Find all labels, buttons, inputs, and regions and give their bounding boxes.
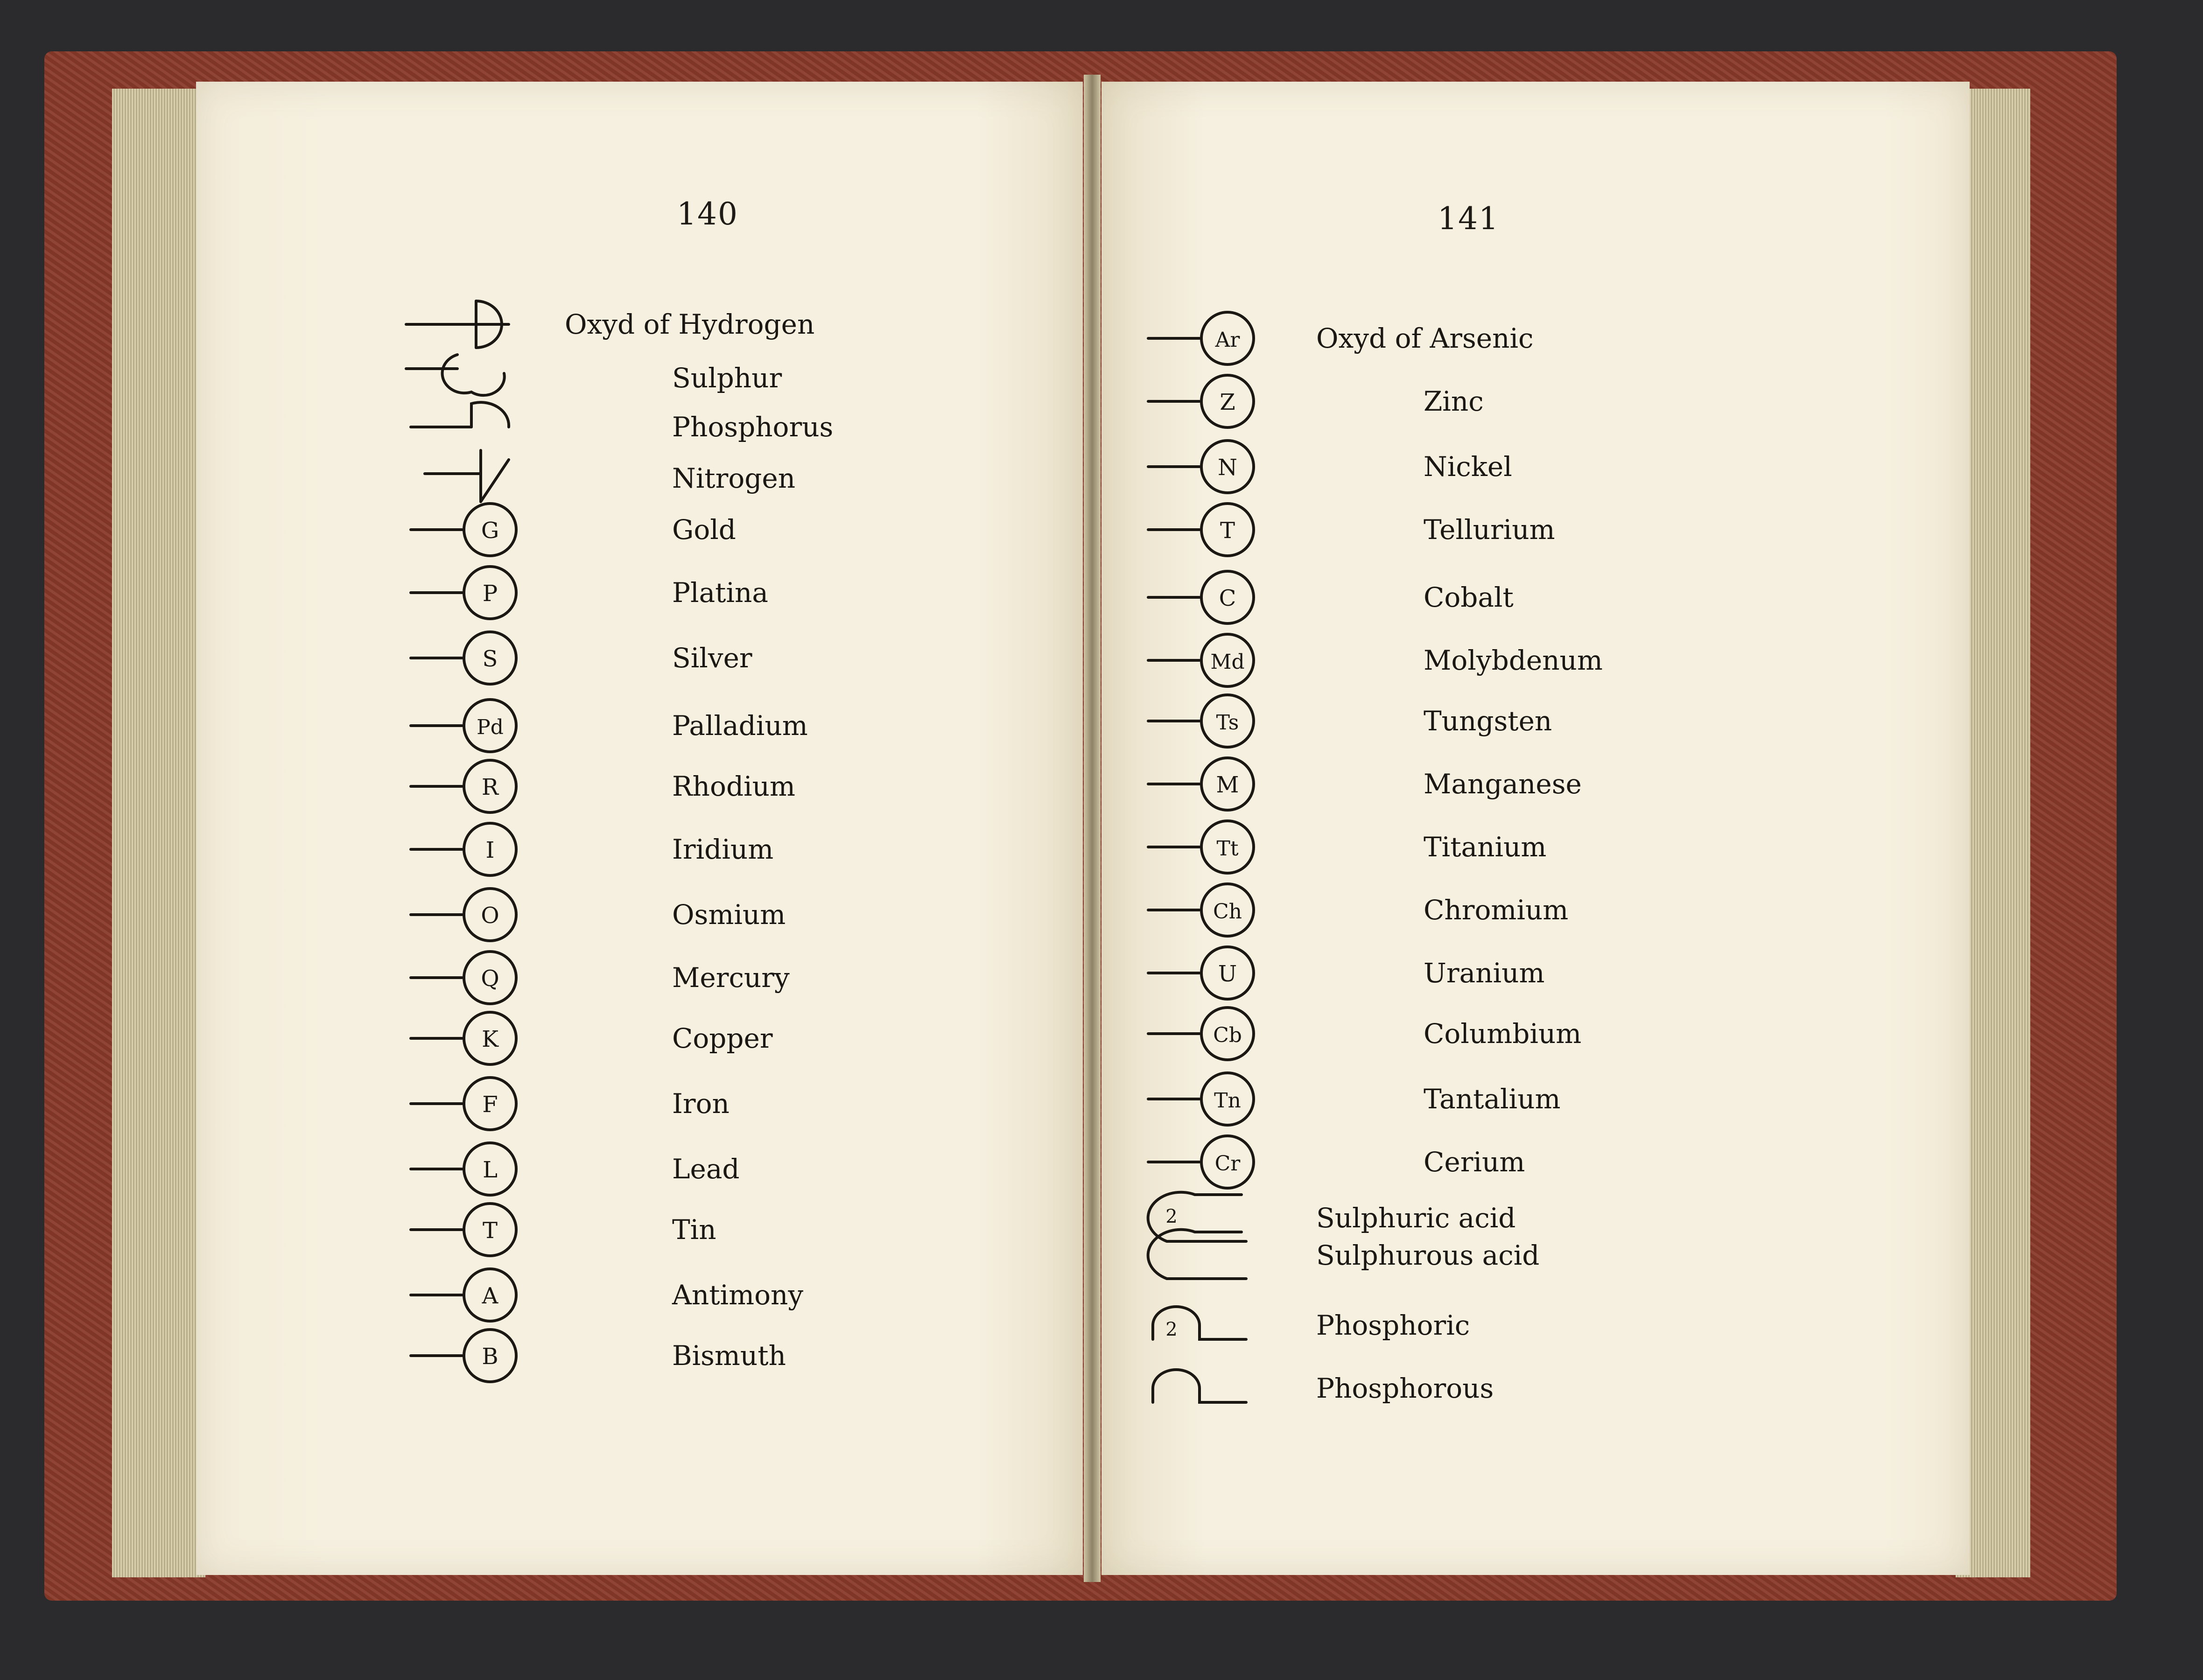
symbol-entry	[196, 502, 1083, 558]
element-name: Manganese	[1424, 768, 1582, 800]
element-name: Sulphuric acid	[1316, 1202, 1516, 1234]
element-name: Tin	[672, 1214, 716, 1246]
page-number-right: 141	[1438, 201, 1499, 237]
chemical-symbol-icon	[406, 350, 593, 406]
symbol-entry	[196, 821, 1083, 877]
symbol-letter: S	[482, 646, 498, 672]
chemical-symbol-icon	[406, 1076, 593, 1132]
symbol-entry	[1102, 945, 1970, 1001]
symbol-entry	[1102, 1360, 1970, 1416]
chemical-symbol-icon	[1144, 1006, 1330, 1062]
element-name: Columbium	[1424, 1018, 1582, 1050]
symbol-entry	[196, 950, 1083, 1006]
page-number-left: 140	[677, 196, 738, 232]
symbol-letter: Pd	[477, 715, 504, 739]
symbol-entry	[1102, 439, 1970, 495]
element-name: Oxyd of Arsenic	[1316, 322, 1534, 354]
chemical-symbol-icon	[1144, 373, 1330, 429]
symbol-entry	[196, 1076, 1083, 1132]
chemical-symbol-icon	[406, 502, 593, 558]
element-name: Tellurium	[1424, 514, 1555, 546]
element-name: Iridium	[672, 833, 774, 865]
chemical-symbol-icon	[1144, 1360, 1330, 1416]
element-name: Tantalium	[1424, 1083, 1561, 1115]
symbol-letter: O	[481, 903, 499, 929]
symbol-entry	[196, 1141, 1083, 1197]
element-name: Mercury	[672, 962, 790, 994]
element-name: Copper	[672, 1022, 773, 1054]
element-name: Zinc	[1424, 385, 1484, 417]
symbol-entry	[1102, 819, 1970, 875]
symbol-entry	[1102, 1227, 1970, 1283]
chemical-symbol-icon	[1144, 569, 1330, 625]
symbol-entry	[1102, 756, 1970, 812]
symbol-entry	[1102, 373, 1970, 429]
symbol-letter: I	[485, 837, 495, 863]
symbol-letter: Ts	[1216, 711, 1239, 735]
chemical-symbol-icon	[1144, 756, 1330, 812]
symbol-letter: K	[482, 1026, 498, 1052]
symbol-letter: L	[483, 1157, 498, 1183]
element-name: Sulphurous acid	[1316, 1239, 1540, 1271]
element-name: Rhodium	[672, 770, 795, 802]
symbol-entry	[196, 1267, 1083, 1323]
symbol-entry	[196, 1328, 1083, 1384]
element-name: Sulphur	[672, 362, 782, 394]
symbol-letter: T	[482, 1218, 498, 1244]
symbol-letter: A	[482, 1283, 498, 1309]
element-name: Nickel	[1424, 451, 1512, 483]
chemical-symbol-icon	[406, 630, 593, 686]
symbol-entry	[1102, 569, 1970, 625]
symbol-entry	[196, 698, 1083, 754]
symbol-entry	[196, 450, 1083, 506]
book-gutter	[1084, 75, 1101, 1582]
symbol-entry	[1102, 632, 1970, 688]
element-name: Osmium	[672, 899, 786, 931]
symbol-letter: Z	[1220, 389, 1235, 415]
element-name: Cerium	[1424, 1146, 1525, 1178]
element-name: Phosphorous	[1316, 1372, 1494, 1404]
symbol-entry	[1102, 310, 1970, 366]
element-name: Phosphoric	[1316, 1309, 1470, 1341]
left-page-edges	[112, 89, 205, 1577]
element-name: Tungsten	[1424, 705, 1552, 737]
chemical-symbol-icon	[1144, 1071, 1330, 1127]
element-name: Iron	[672, 1088, 730, 1120]
symbol-letter: 2	[1165, 1319, 1178, 1340]
symbol-letter: F	[482, 1092, 498, 1118]
element-name: Palladium	[672, 710, 808, 742]
chemical-symbol-icon	[406, 950, 593, 1006]
symbol-letter: Tt	[1216, 837, 1239, 861]
symbol-letter: C	[1219, 585, 1236, 611]
chemical-symbol-icon	[1144, 632, 1330, 688]
symbol-entry	[1102, 1297, 1970, 1353]
symbol-entry	[196, 1202, 1083, 1258]
symbol-entry	[1102, 882, 1970, 938]
symbol-entry	[196, 887, 1083, 943]
chemical-symbol-icon	[406, 758, 593, 814]
symbol-letter: Cb	[1213, 1023, 1242, 1047]
element-name: Uranium	[1424, 957, 1545, 989]
chemical-symbol-icon	[1144, 1134, 1330, 1190]
symbol-entry	[196, 565, 1083, 621]
element-name: Antimony	[672, 1279, 804, 1311]
element-name: Titanium	[1424, 831, 1547, 863]
symbol-letter: Ch	[1213, 900, 1242, 924]
symbol-entry	[196, 1010, 1083, 1066]
chemical-symbol-icon	[406, 1267, 593, 1323]
symbol-entry	[196, 350, 1083, 406]
chemical-symbol-icon	[406, 399, 593, 455]
element-name: Chromium	[1424, 894, 1569, 926]
chemical-symbol-icon	[406, 821, 593, 877]
chemical-symbol-icon	[406, 1328, 593, 1384]
chemical-symbol-icon	[406, 450, 593, 506]
symbol-entry	[196, 758, 1083, 814]
symbol-entry	[1102, 502, 1970, 558]
symbol-letter: T	[1220, 518, 1235, 544]
chemical-symbol-icon	[406, 565, 593, 621]
chemical-symbol-icon	[406, 1141, 593, 1197]
chemical-symbol-icon	[1144, 1297, 1330, 1353]
symbol-letter: Md	[1210, 650, 1245, 674]
symbol-letter: U	[1218, 961, 1237, 987]
symbol-letter: G	[481, 518, 499, 544]
element-name: Molybdenum	[1424, 644, 1603, 676]
chemical-symbol-icon	[406, 1010, 593, 1066]
symbol-letter: Q	[481, 966, 499, 992]
symbol-entry	[1102, 693, 1970, 749]
chemical-symbol-icon	[406, 887, 593, 943]
chemical-symbol-icon	[406, 1202, 593, 1258]
element-name: Phosphorus	[672, 411, 834, 443]
chemical-symbol-icon	[1144, 502, 1330, 558]
symbol-entry	[1102, 1071, 1970, 1127]
element-name: Nitrogen	[672, 462, 796, 494]
symbol-letter: B	[482, 1344, 498, 1370]
symbol-letter: Ar	[1215, 328, 1240, 352]
symbol-letter: P	[482, 581, 498, 607]
element-name: Oxyd of Hydrogen	[565, 308, 815, 340]
chemical-symbol-icon	[1144, 882, 1330, 938]
symbol-entry	[1102, 1006, 1970, 1062]
chemical-symbol-icon	[1144, 945, 1330, 1001]
right-page	[1102, 82, 1970, 1575]
symbol-letter: N	[1218, 455, 1237, 481]
element-name: Gold	[672, 514, 736, 546]
symbol-letter: 2	[1165, 1206, 1178, 1227]
symbol-letter: Cr	[1214, 1152, 1241, 1176]
left-page	[196, 82, 1083, 1575]
symbol-entry	[1102, 1134, 1970, 1190]
chemical-symbol-icon	[1144, 439, 1330, 495]
symbol-entry	[196, 630, 1083, 686]
element-name: Silver	[672, 642, 752, 674]
chemical-symbol-icon	[1144, 1227, 1330, 1283]
chemical-symbol-icon	[1144, 819, 1330, 875]
element-name: Cobalt	[1424, 581, 1514, 613]
chemical-symbol-icon	[1144, 310, 1330, 366]
element-name: Platina	[672, 577, 768, 609]
symbol-entry	[196, 296, 1083, 352]
symbol-entry	[196, 399, 1083, 455]
element-name: Lead	[672, 1153, 740, 1185]
symbol-letter: Tn	[1214, 1089, 1241, 1113]
symbol-letter: R	[481, 774, 499, 800]
element-name: Bismuth	[672, 1340, 786, 1372]
chemical-symbol-icon	[406, 698, 593, 754]
symbol-letter: M	[1216, 772, 1239, 798]
chemical-symbol-icon	[1144, 693, 1330, 749]
